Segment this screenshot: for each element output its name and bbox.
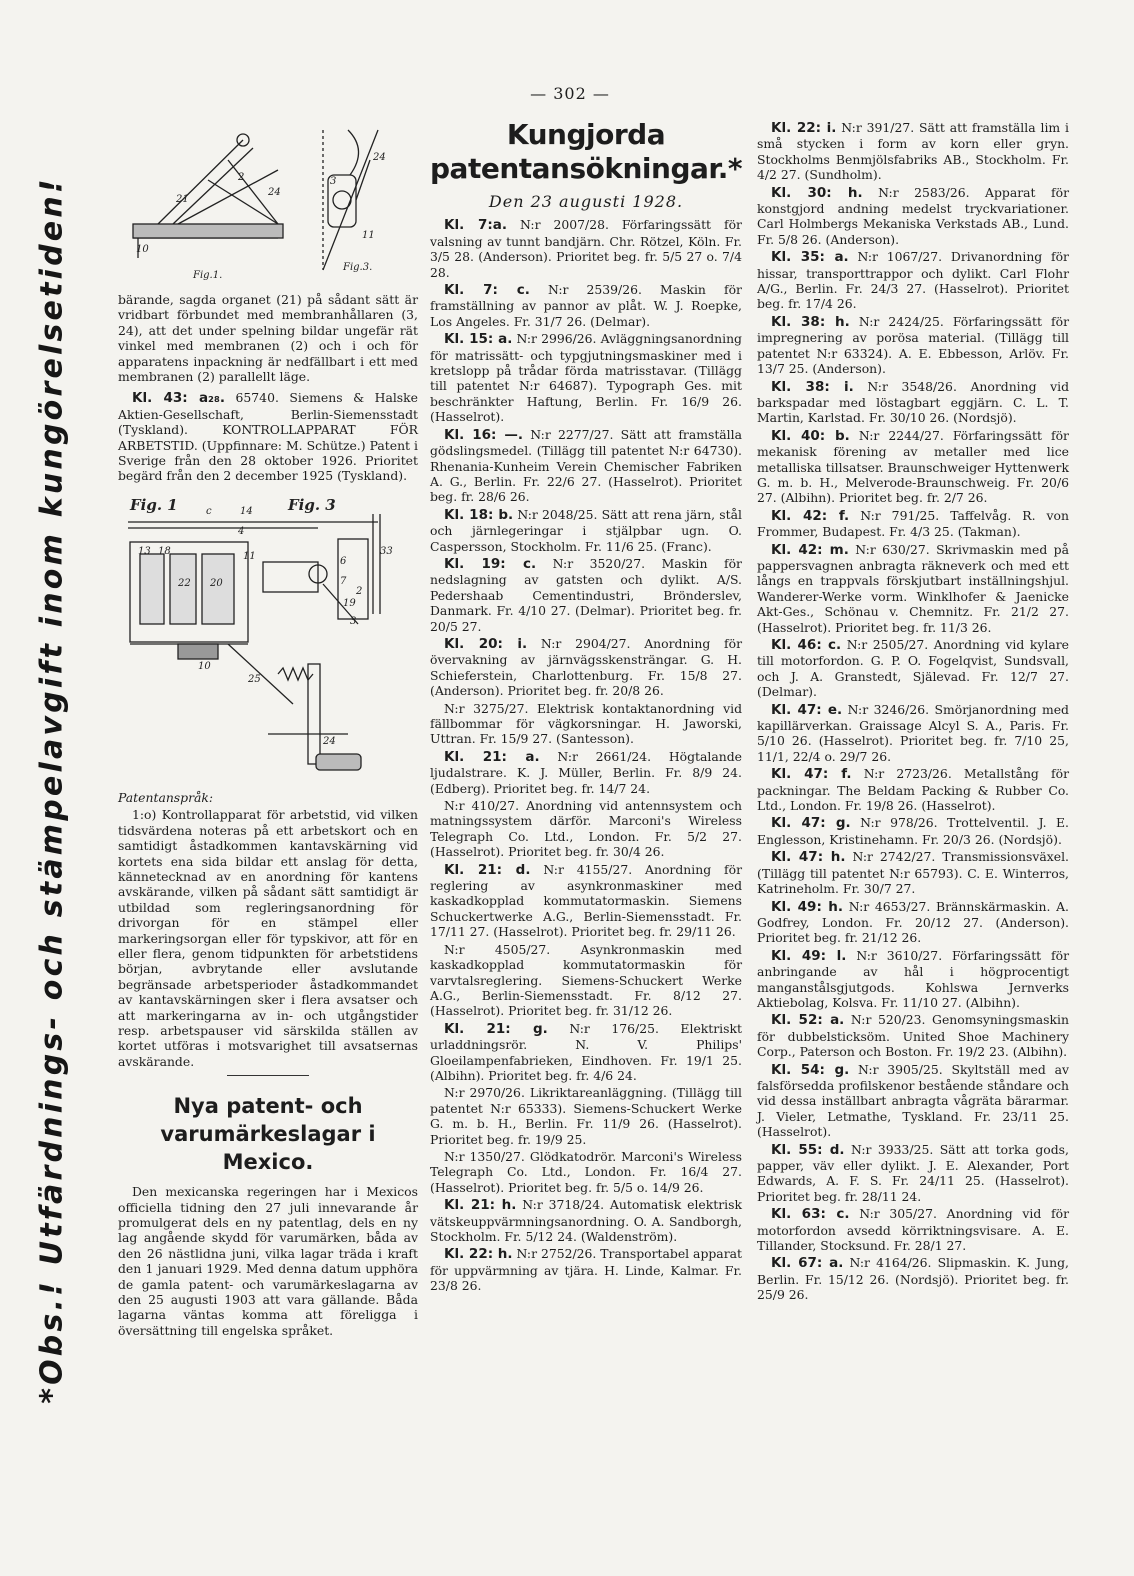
figb-label-14: 14 [240,505,253,517]
kl-head: Kl. 67: a. [771,1255,844,1272]
kl43-text: 65740. Siemens & Halske Aktien-Gesellschaft, Berlin-Siemensstadt (Tyskland). KONTROLLAPPARAT FÖR ARBETSTID. (Uppfinnare: M. Schütze.) Patent i Sverige från den 28 oktober 1926. Prioritet begärd från den 2 december 1925 (Tyskland). [118,390,418,484]
entry-text: N:r 4155/27. Anordning för reglering av asynkronmaskiner med kaskadkopplad kommutatormaskin. Siemens Schuckertwerke A.G., Berlin-Siemensstadt. Fr. 17/11 27. (Hasselrot). Prioritet beg. fr. 29/11 26. [430,861,742,940]
patent-entry [757,508,1069,540]
kl-head: Kl. 38: i. [771,378,854,395]
entry-text: N:r 3610/27. Förfaringssätt för anbringande av hål i högprocentigt manganstålsgjutgods. Kohlswa Jernverks Aktiebolag, Kolsva. Fr. 11/10 27. (Albihn). [757,947,1069,1010]
figb-label-19: 19 [343,597,356,609]
fig1-bottom-block [133,224,283,238]
entry-text: N:r 2723/26. Metallstång för packningar. The Beldam Packing & Rubber Co. Ltd., London. Fr. 19/8 26. (Hasselrot). [757,766,1069,814]
section-divider [227,1075,309,1076]
fig-top-label-2: 2 [238,172,245,183]
kl-head: Kl. 42: m. [771,541,849,558]
patent-entry [430,217,742,280]
patent-entry [757,948,1069,1011]
fig-top-caption-3: Fig.3. [343,262,373,273]
entry-text: N:r 410/27. Anordning vid antennsystem och matningssystem därför. Marconi's Wireless Telegraph Co. Ltd., London. Fr. 5/2 27. (Hasselrot). Prioritet beg. fr. 30/4 26. [430,798,742,860]
figb-label-c: c [206,505,212,517]
patent-entry [430,701,742,747]
patent-entry [430,798,742,860]
figb-stem [308,664,320,764]
entry-text: N:r 2904/27. Anordning för övervakning av järnvägsskensträngar. G. H. Schieferstein, Charlottenburg. Fr. 15/8 27. (Anderson). Prioritet beg. fr. 20/8 26. [430,635,742,699]
entry-text: N:r 1067/27. Drivanordning för hissar, transporttrappor och dylikt. Carl Flohr A/G., Berlin. Fr. 24/3 27. (Hasselrot). Prioritet beg. fr. 17/4 26. [757,249,1069,312]
figb-base-block [178,644,218,659]
kl-head: Kl. 18: b. [444,506,514,523]
patent-entry [757,815,1069,847]
kl-head: Kl. 16: —. [444,426,524,443]
entry-text: N:r 1350/27. Glödkatodrör. Marconi's Wireless Telegraph Co. Ltd., London. Fr. 16/4 27. (Hasselrot). Prioritet beg. fr. 5/5 o. 14/9 26. [430,1148,742,1195]
kl-head: Kl. 47: f. [771,766,852,783]
right-column [757,120,1069,1305]
kl-head: Kl. 49: h. [771,898,844,915]
entry-text: N:r 4164/26. Slipmaskin. K. Jung, Berlin. Fr. 15/12 26. (Nordsjö). Prioritet beg. fr. 25/9 26. [757,1255,1069,1303]
entry-text: N:r 2583/26. Apparat för konstgjord andning medelst tryckvariationer. Carl Holmbergs Mekaniska Verkstads AB., Lund. Fr. 5/8 26. (Anderson). [757,184,1069,247]
kl-head: Kl. 22: i. [771,120,837,136]
entry-text: N:r 3275/27. Elektrisk kontaktanordning vid fällbommar för vägkorsningar. H. Jaworski, Uttran. Fr. 15/9 27. (Santesson). [430,700,742,747]
entry-text: N:r 2742/27. Transmissionsväxel. (Tillägg till patentet N:r 65793). C. E. Winterros, Katrineholm. Fr. 30/7 27. [757,849,1069,897]
figb-foot [316,754,361,770]
patent-entry [757,899,1069,946]
kl-head: Kl. 54: g. [771,1061,850,1078]
kl-head: Kl. 15: a. [444,331,513,348]
kl-head: Kl. 49: l. [771,947,847,964]
entry-text: N:r 3548/26. Anordning vid barkspadar med löstagbart eggjärn. C. L. T. Martin, Karlstad. Fr. 30/10 26. (Nordsjö). [757,378,1070,426]
patent-entry [757,379,1069,426]
entry-text: N:r 3520/27. Maskin för nedslagning av gatsten och dylikt. A/S. Pedershaab Cementindustri, Brönderslev, Danmark. Fr. 4/10 27. (Delmar). Prioritet beg. fr. 20/5 27. [430,555,742,634]
patent-entry [430,1021,742,1084]
kl-head: Kl. 42: f. [771,507,850,524]
entry-text: N:r 305/27. Anordning vid för motorfordon avsedd körriktningsvisare. A. E. Tillander, Stocksund. Fr. 28/1 27. [757,1206,1069,1254]
patent-entry [757,702,1069,765]
figb-label-18: 18 [158,545,171,557]
figb-label-25: 25 [248,673,261,685]
patentansprak-text: 1:o) Kontrollapparat för arbetstid, vid vilken tidsvärdena noteras på ett arbetskort och en samtidigt åstadkommen kantavskärning vid kortets ena sida bildar ett anslag för detta, kännetecknad av en anordning för kantens avskärande, vilken på sådant sätt samtidigt är utbildad som regleringsanordning för drivorgan för en stämpel eller markeringsorgan eller för typskivor, att för en eller flera, genom tidpunkten för arbetstidens början, avbrytande eller avslutande begränsade arbetsperioder åstadkommandet av kantavskärningen sker i flera avsatser och att markeringarna av in- och utgångstider resp. arbetspauser vid särskilda ställen av kortet utföras i motsvarighet till avsatsernas avskärande. [118,807,418,1069]
figb-label-2: 2 [356,585,363,597]
kl-head: Kl. 55: d. [771,1141,845,1158]
patent-entry [430,749,742,796]
figure-bottom [118,494,418,784]
entry-text: N:r 791/25. Taffelvåg. R. von Frommer, Budapest. Fr. 4/3 25. (Takman). [757,507,1069,540]
entry-text: N:r 2424/25. Förfaringssätt för impregnering av porösa material. (Tillägg till patentet N:r 63324). A. E. Ebbesson, Arlöv. Fr. 13/7 25. (Anderson). [757,313,1069,377]
kl-head: Kl. 47: g. [771,815,851,832]
figb-label-10: 10 [198,660,211,672]
patent-entry [757,766,1069,813]
sidebar-notice-text: *Obs.! Utfärdnings- och stämpelavgift inom kungörelsetiden! [34,176,70,1404]
entry-text: N:r 2048/25. Sätt att rena järn, stål och järnlegeringar i stjälpbar ugn. O. Caspersson, Stockholm. Fr. 11/6 25. (Franc). [430,506,742,554]
entry-text: N:r 520/23. Genomsyningsmaskin för dubbelsticksöm. United Shoe Machinery Corp., Paterson och Boston. Fr. 19/2 23. (Albihn). [757,1012,1069,1060]
patent-entry [430,556,742,634]
kl-head: Kl. 40: b. [771,427,850,444]
kl-head: Kl. 63: c. [771,1206,850,1223]
fig-top-label-10: 10 [136,244,149,255]
kl-head: Kl. 7:a. [444,217,507,234]
patent-entry [757,1255,1069,1302]
patent-entry [757,428,1069,506]
fig1-arm-b [173,148,253,224]
figb-label-20: 20 [210,577,223,589]
patent-entry [430,1149,742,1195]
mexico-text: Den mexicanska regeringen har i Mexicos officiella tidning den 27 juli innevarande år promulgerat dels en ny patentlag, dels en ny lag angående skydd för varumärken, båda av den 26 nästlidna juni, vilka lagar träda i kraft den 1 januari 1929. Med denna datum upphöra de gamla patent- och varumärkeslagarna av den 25 augusti 1903 att vara gällande. Båda lagarna väntas komma att föreligga i översättning till engelska språket. [118,1184,418,1338]
patent-entry [430,942,742,1019]
kl-head: Kl. 21: d. [444,861,531,878]
patent-entry [430,862,742,940]
patent-entry [757,542,1069,635]
figb-caption-3: Fig. 3 [288,495,336,514]
figb-label-4: 4 [238,525,245,537]
entry-text: N:r 2277/27. Sätt att framställa gödslingsmedel. (Tillägg till patentet N:r 64730). Rhenania-Kunheim Verein Chemischer Fabriken A. G., Berlin. Fr. 22/6 27. (Hasselrot). Prioritet beg. fr. 28/6 26. [430,426,742,505]
figb-label-22: 22 [178,577,191,589]
figb-label-13: 13 [138,545,151,557]
patent-entry [757,1142,1069,1205]
kl-head: Kl. 21: g. [444,1020,548,1037]
kl43-entry [118,390,418,483]
kl-head: Kl. 52: a. [771,1012,845,1029]
patent-entry [430,331,742,424]
entry-text: N:r 630/27. Skrivmaskin med på pappersvagnen anbragta räkneverk och med ett långs en trappvals förskjutbart inställningshjul. Wanderer-Werke vorm. Winklhofer & Jaenicke Akt-Ges., Schönau v. Chemnitz. Fr. 21/2 27. (Hasselrot). Prioritet beg. fr. 11/3 26. [757,541,1069,635]
date-line: Den 23 augusti 1928. [488,192,684,211]
patent-entry [430,636,742,699]
figb-inner-block-3 [202,554,234,624]
entry-text: N:r 978/26. Trottelventil. J. E. Englesson, Kristinehamn. Fr. 20/3 26. (Nordsjö). [757,815,1069,847]
figb-label-33: 33 [380,545,393,557]
kl-head: Kl. 35: a. [771,249,849,266]
entry-text: N:r 4653/27. Brännskärmaskin. A. Godfrey, London. Fr. 20/12 27. (Anderson). Prioritet beg. fr. 21/12 26. [757,898,1069,946]
fig1-arm-c [178,170,278,224]
patent-entry [430,282,742,329]
fig-top-label-11: 11 [362,230,375,241]
patent-entry [430,1197,742,1244]
patent-entry [757,1012,1069,1059]
figb-caption-1: Fig. 1 [130,495,178,514]
patentansprak-head: Patentanspråk: [118,789,214,805]
fig3-curve [348,130,359,175]
entry-text: N:r 2539/26. Maskin för framställning av pannor av plåt. W. J. Roepke, Los Angeles. Fr. 31/7 26. (Delmar). [430,282,742,329]
patent-entry [757,637,1069,700]
kl-head: Kl. 30: h. [771,184,863,201]
patent-entry [757,1062,1069,1140]
kl-head: Kl. 20: i. [444,635,528,652]
entry-text: N:r 2244/27. Förfaringssätt för mekanisk förening av metaller med lice metalliska tillsatser. Braunschweiger Hyttenwerk G. m. b. H., Melverode-Braunschweig. Fr. 20/6 27. (Albihn). Prioritet beg. fr. 2/7 26. [757,427,1069,506]
patent-entry [430,1246,742,1293]
left-column [118,120,418,1340]
kl-head: Kl. 21: h. [444,1197,517,1214]
intro-text: bärande, sagda organet (21) på sådant sätt är vridbart förbundet med membranhållaren (3, 24), att det under spelning bildar ungefär rät vinkel med membranen (2) och i och för apparatens inpackning är nedfällbart i ett med membranen (2) parallellt läge. [118,292,418,385]
patent-entry [430,507,742,554]
kl-head: Kl. 22: h. [444,1246,513,1263]
middle-column [430,118,742,1296]
entry-text: N:r 3905/25. Skyltställ med av falsförsedda profilskenor bestående ståndare och vid dessa inställbart anbragta vågräta bärarmar. J. Vieler, Letmathe, Tyskland. Fr. 23/11 25. (Hasselrot). [757,1061,1069,1140]
entry-text: N:r 2996/26. Avläggningsanordning för matrissätt- och typgjutningsmaskiner med i kretslopp på trådar förda matrisstavar. (Tillägg till patentet N:r 64687). Typograph Ges. mit beschränkter Haftung, Berlin. Fr. 16/9 26. (Hasselrot). [430,331,742,425]
entry-text: N:r 391/27. Sätt att framställa lim i små stycken i form av korn eller gryn. Stockholms Benmjölsfabriks AB., Stockholm. Fr. 4/2 27. (Sundholm). [757,120,1069,183]
patent-entry [430,1085,742,1147]
fig3-membrane [333,191,351,209]
entry-text: N:r 2007/28. Förfaringssätt för valsning av tunnt bandjärn. Chr. Rötzel, Köln. Fr. 3/5 28. (Anderson). Prioritet beg. fr. 5/5 27 o. 7/4 28. [430,217,742,280]
figb-inner-block-1 [140,554,164,624]
patent-entry [430,427,742,505]
entry-text: N:r 3718/24. Automatisk elektrisk vätskeuppvärmningsanordning. O. A. Sandborgh, Stockholm. Fr. 5/12 24. (Waldenström). [430,1197,742,1244]
mexico-title: Nya patent- och varumärkeslagar i Mexico. [160,1094,376,1175]
middle-entries [430,217,742,1293]
kl-head: Kl. 19: c. [444,555,537,572]
section-title: Kungjorda patentansökningar.* [430,118,742,185]
sidebar-notice [22,176,82,1404]
patent-entry [757,249,1069,312]
figb-label-3: 3 [350,615,357,627]
fig-top-label-21: 21 [176,194,189,205]
entry-text: N:r 2505/27. Anordning vid kylare till motorfordon. G. P. O. Fogelqvist, Sundsvall, och J. A. Granstedt, Själevad. Fr. 12/7 27. (Delmar). [757,637,1069,700]
kl-head: Kl. 47: h. [771,849,846,866]
patent-entry [757,849,1069,896]
kl-head: Kl. 46: c. [771,637,842,653]
patent-entry [757,1206,1069,1253]
entry-text: N:r 2970/26. Likriktareanläggning. (Tillägg till patentet N:r 65333). Siemens-Schuckert Werke G. m. b. H., Berlin. Fr. 11/9 26. (Hasselrot). Prioritet beg. fr. 19/9 25. [430,1085,742,1147]
fig-top-label-24a: 24 [373,152,386,163]
entry-text: N:r 3933/25. Sätt att torka gods, papper, väv eller dylikt. J. E. Alexander, Port Edwards, A. F. S. Fr. 24/11 25. (Hasselrot). Prioritet beg. fr. 28/11 24. [757,1141,1069,1204]
page-number: — 302 — [530,84,610,103]
patent-entry [757,120,1069,183]
figb-inner-block-2 [170,554,196,624]
fig-top-label-3: 3 [330,176,337,187]
entry-text: N:r 176/25. Elektriskt urladdningsrör. N. V. Philips' Gloeilampenfabrieken, Eindhoven. Fr. 19/1 25. (Albihn). Prioritet beg. fr. 4/6 24. [430,1020,742,1083]
kl-head: Kl. 21: a. [444,748,540,765]
figb-label-11: 11 [243,550,256,562]
kl-head: Kl. 38: h. [771,313,850,330]
entry-text: N:r 2752/26. Transportabel apparat för uppvärmning av tjära. H. Linde, Kalmar. Fr. 23/8 26. [430,1246,742,1294]
figb-label-6: 6 [340,555,347,567]
fig-top-label-24b: 24 [268,187,281,198]
patent-entry [757,185,1069,248]
entry-text: N:r 3246/26. Smörjanordning med kapillärverkan. Graissage Alcyl S. A., Paris. Fr. 5/10 26. (Hasselrot). Prioritet beg. fr. 7/10 25, 11/1, 22/4 o. 29/7 26. [757,701,1069,764]
figb-label-7: 7 [340,575,347,587]
patent-entry [757,314,1069,377]
entry-text: N:r 2661/24. Högtalande ljudalstrare. K. J. Müller, Berlin. Fr. 8/9 24. (Edberg). Prioritet beg. fr. 14/7 24. [430,748,742,796]
kl43-head: Kl. 43: a₂₈. [132,390,226,407]
kl-head: Kl. 7: c. [444,282,530,299]
figure-top [118,120,418,292]
fig-top-caption-1: Fig.1. [193,270,223,281]
entry-text: N:r 4505/27. Asynkronmaskin med kaskadkopplad kommutatormaskin för varvtalsreglering. Siemens-Schuckert Werke A.G., Berlin-Siemensstadt. Fr. 8/12 27. (Hasselrot). Prioritet beg. fr. 31/12 26. [430,941,742,1019]
figb-label-24: 24 [323,735,336,747]
kl-head: Kl. 47: e. [771,701,843,718]
